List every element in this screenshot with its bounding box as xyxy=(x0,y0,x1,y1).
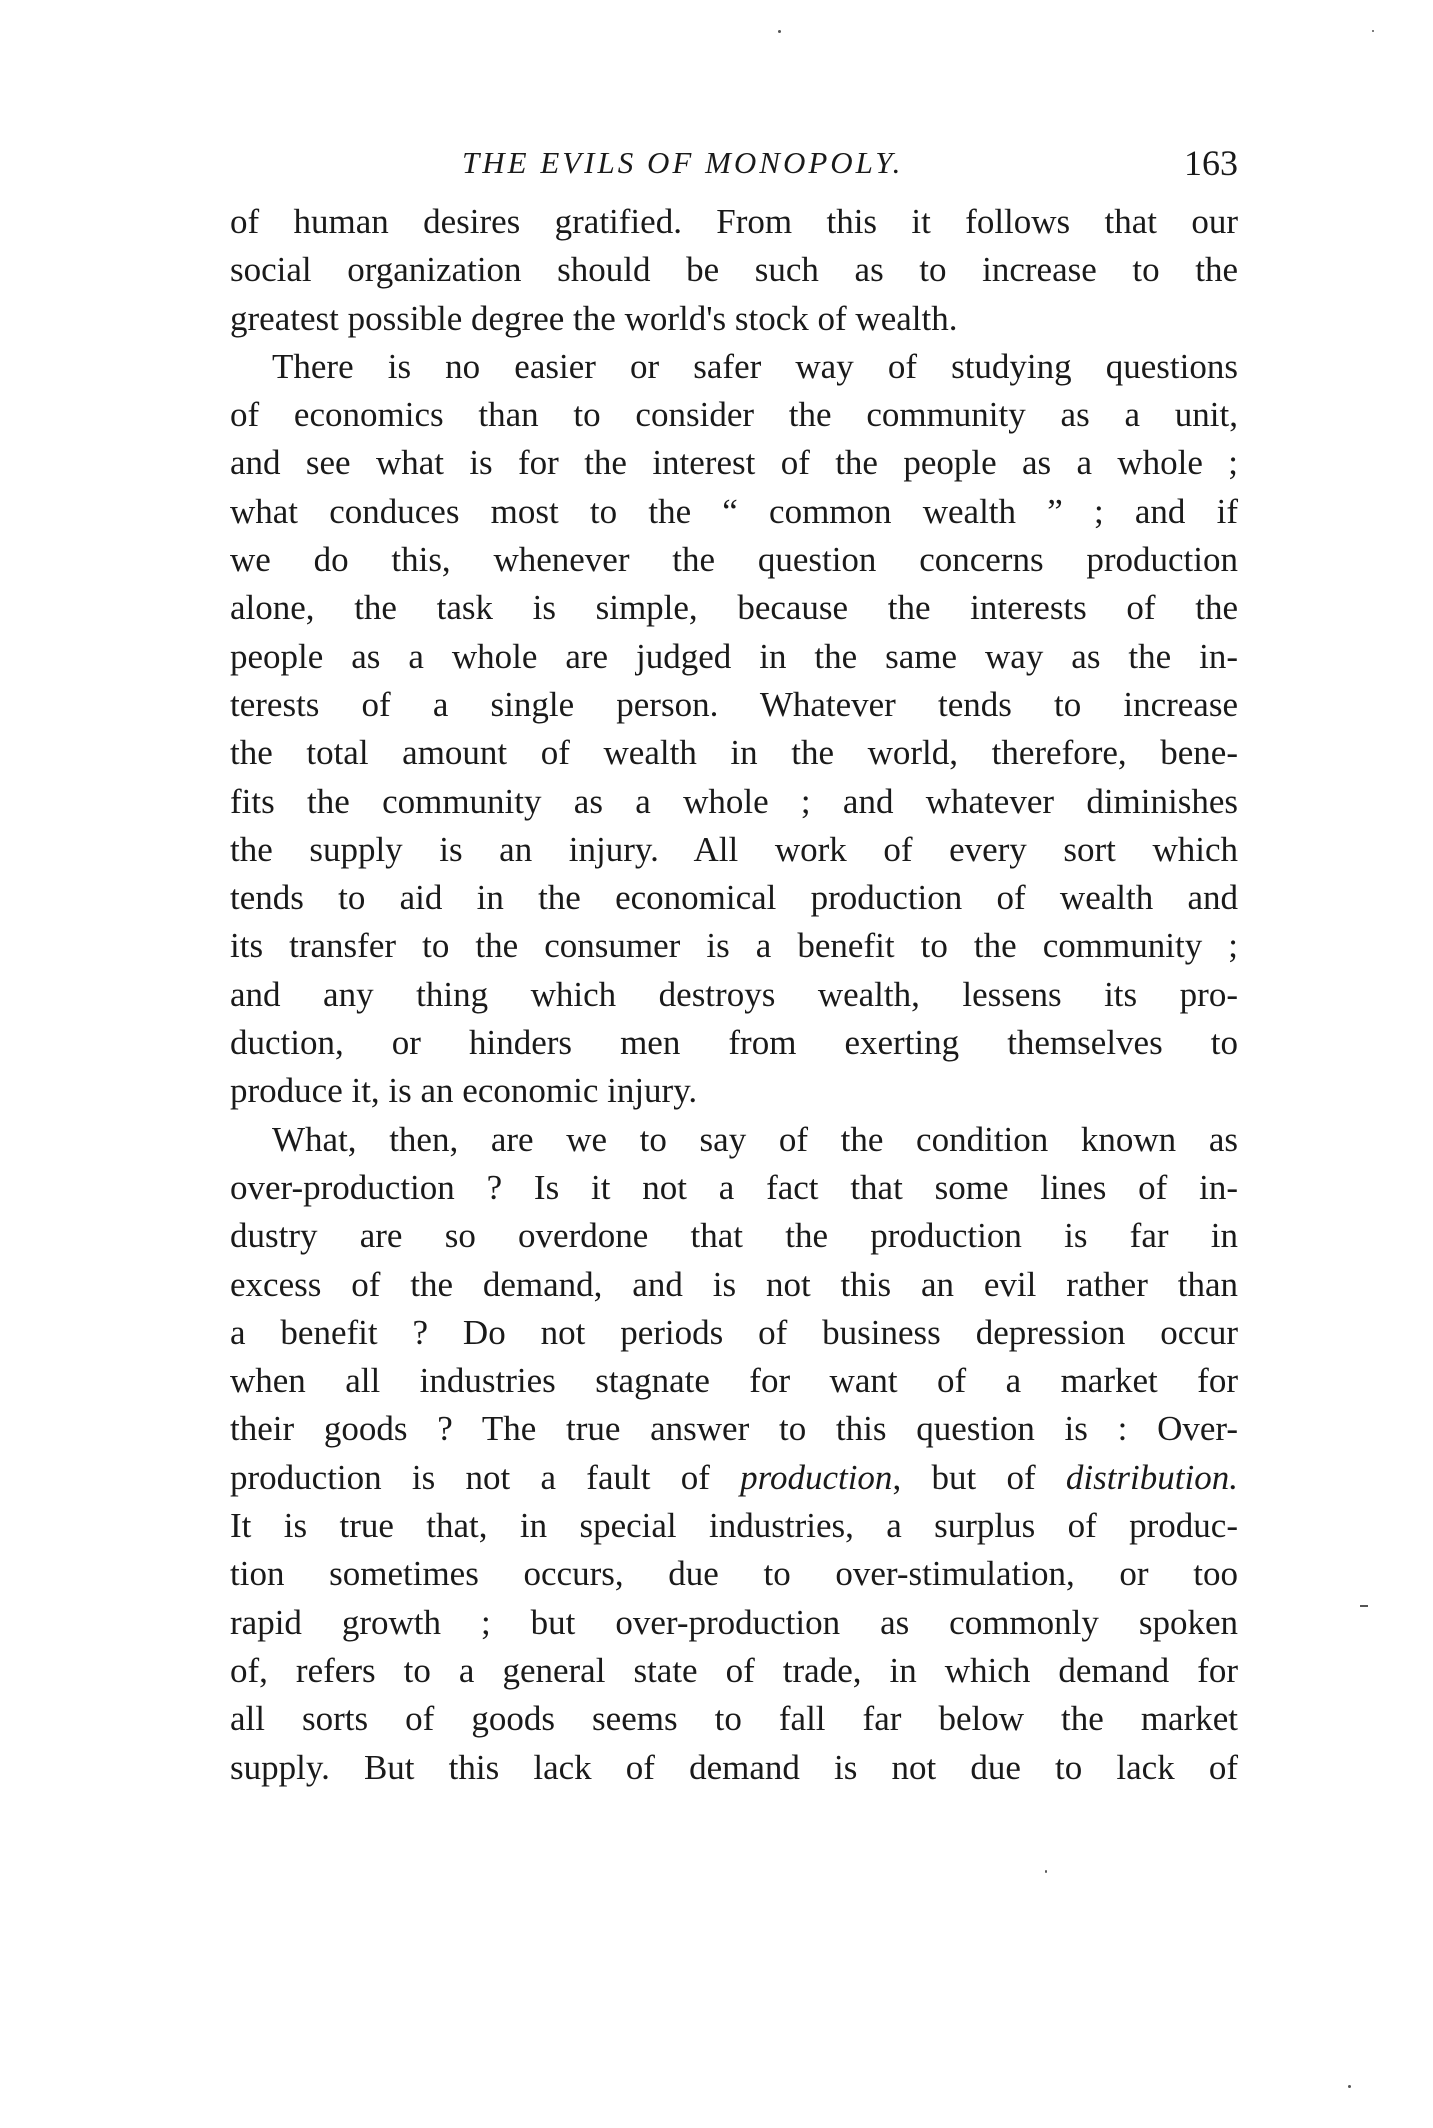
text-line: There is no easier or safer way of studying questions xyxy=(272,346,1238,386)
text-run: production is not a fault of xyxy=(230,1457,741,1497)
scan-speck xyxy=(1045,1870,1047,1873)
text-line: tends to aid in the economical production of wealth and xyxy=(230,878,1238,918)
text-line: terests of a single person. Whatever tends to increase xyxy=(230,684,1238,724)
text-line: a benefit ? Do not periods of business depression occur xyxy=(230,1312,1238,1352)
text-line: produce it, is an economic injury. xyxy=(230,1071,698,1111)
text-line: all sorts of goods seems to fall far below the market xyxy=(230,1699,1238,1739)
text-line: excess of the demand, and is not this an evil rather than xyxy=(230,1264,1238,1304)
text-line: over-production ? Is it not a fact that some lines of in- xyxy=(230,1167,1238,1207)
text-line: people as a whole are judged in the same way as the in- xyxy=(230,636,1238,676)
text-run: , but of xyxy=(892,1457,1066,1497)
text-line: their goods ? The true answer to this question is : Over- xyxy=(230,1409,1238,1449)
text-line: rapid growth ; but over-production as commonly spoken xyxy=(230,1602,1238,1642)
scan-speck xyxy=(1360,1605,1368,1607)
text-line: supply. But this lack of demand is not due to lack of xyxy=(230,1747,1238,1787)
text-line: fits the community as a whole ; and whatever diminishes xyxy=(230,781,1238,821)
text-line: what conduces most to the “ common wealth ” ; and if xyxy=(230,491,1238,531)
text-line: What, then, are we to say of the condition known as xyxy=(272,1119,1238,1159)
scan-speck xyxy=(1348,2085,1351,2088)
text-line: social organization should be such as to increase to the xyxy=(230,250,1238,290)
text-line: It is true that, in special industries, a surplus of produc- xyxy=(230,1506,1238,1546)
text-line: duction, or hinders men from exerting themselves to xyxy=(230,1023,1238,1063)
text-line: tion sometimes occurs, due to over-stimulation, or too xyxy=(230,1554,1238,1594)
text-line: we do this, whenever the question concerns production xyxy=(230,540,1238,580)
scan-speck xyxy=(1372,30,1374,32)
text-line: its transfer to the consumer is a benefit to the community ; xyxy=(230,926,1238,966)
italic-term-distribution: distribution. xyxy=(1065,1457,1238,1497)
italic-term-production: production xyxy=(740,1457,893,1497)
text-line: the supply is an injury. All work of every sort which xyxy=(230,829,1238,869)
text-line: of, refers to a general state of trade, in which demand for xyxy=(230,1650,1238,1690)
text-line: and any thing which destroys wealth, lessens its pro- xyxy=(230,974,1238,1014)
body-text xyxy=(230,198,1238,1792)
text-line: greatest possible degree the world's stock of wealth. xyxy=(230,298,958,338)
text-line: the total amount of wealth in the world, therefore, bene- xyxy=(230,733,1238,773)
text-line: when all industries stagnate for want of a market for xyxy=(230,1361,1238,1401)
text-line: and see what is for the interest of the people as a whole ; xyxy=(230,443,1238,483)
running-title: THE EVILS OF MONOPOLY. xyxy=(462,145,904,180)
running-head xyxy=(230,138,1238,188)
text-line: of human desires gratified. From this it follows that our xyxy=(230,202,1238,241)
text-line: alone, the task is simple, because the interests of the xyxy=(230,588,1238,628)
text-line: of economics than to consider the community as a unit, xyxy=(230,395,1238,435)
text-line: dustry are so overdone that the production is far in xyxy=(230,1216,1238,1256)
page-number: 163 xyxy=(1184,143,1238,183)
scan-speck xyxy=(778,30,781,33)
text-line-with-italics xyxy=(230,1454,1238,1502)
